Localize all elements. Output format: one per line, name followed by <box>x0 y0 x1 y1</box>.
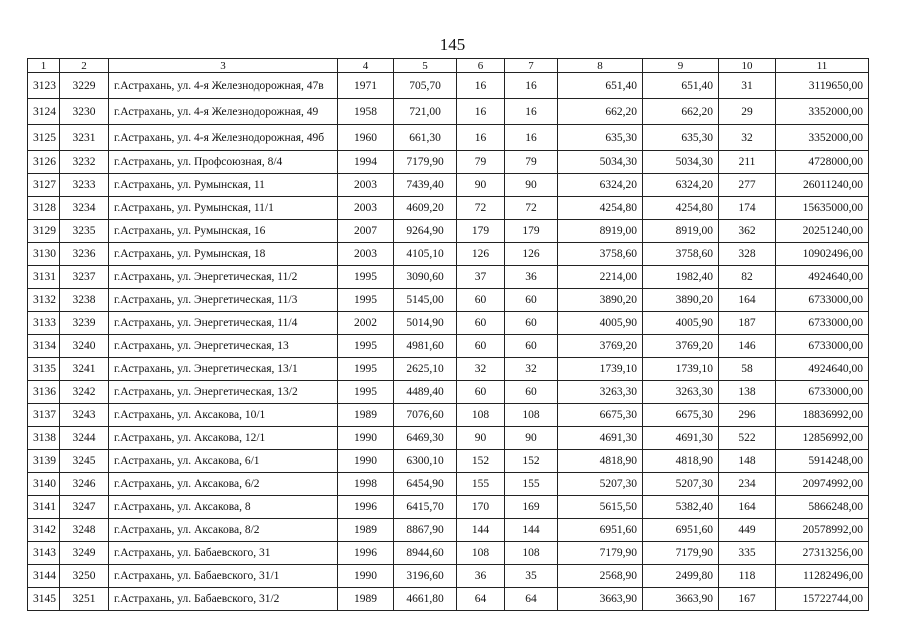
total-area-cell: 4105,10 <box>394 243 457 266</box>
apartments-count-cell: 16 <box>457 73 505 99</box>
residents-count-cell: 31 <box>719 73 776 99</box>
record-id-cell: 3247 <box>60 496 109 519</box>
row-number-cell: 3140 <box>28 473 60 496</box>
living-area-cell: 4818,90 <box>558 450 643 473</box>
table-row <box>28 174 869 197</box>
build-year-cell: 1998 <box>338 473 394 496</box>
total-area-cell: 2625,10 <box>394 358 457 381</box>
residents-count-cell: 138 <box>719 381 776 404</box>
apartments-count-cell: 90 <box>457 427 505 450</box>
build-year-cell: 2002 <box>338 312 394 335</box>
total-area-cell: 3196,60 <box>394 565 457 588</box>
table-row <box>28 197 869 220</box>
amount-cell: 3119650,00 <box>776 73 869 99</box>
residents-count-cell: 277 <box>719 174 776 197</box>
address-cell: г.Астрахань, ул. Аксакова, 6/2 <box>109 473 338 496</box>
living-area-cell: 3263,30 <box>558 381 643 404</box>
table-row <box>28 427 869 450</box>
amount-cell: 15635000,00 <box>776 197 869 220</box>
living-area-cell: 635,30 <box>558 125 643 151</box>
row-number-cell: 3126 <box>28 151 60 174</box>
build-year-cell: 2007 <box>338 220 394 243</box>
living-area-cell: 3758,60 <box>558 243 643 266</box>
total-area-cell: 7179,90 <box>394 151 457 174</box>
residents-count-cell: 146 <box>719 335 776 358</box>
living-area-cell: 8919,00 <box>558 220 643 243</box>
living-area-cell: 4691,30 <box>558 427 643 450</box>
row-number-cell: 3128 <box>28 197 60 220</box>
residents-count-cell: 29 <box>719 99 776 125</box>
total-area-cell: 6469,30 <box>394 427 457 450</box>
apartments-count-cell: 72 <box>457 197 505 220</box>
living-area-cell: 7179,90 <box>558 542 643 565</box>
amount-cell: 12856992,00 <box>776 427 869 450</box>
amount-cell: 18836992,00 <box>776 404 869 427</box>
total-area-cell: 8944,60 <box>394 542 457 565</box>
row-number-cell: 3130 <box>28 243 60 266</box>
address-cell: г.Астрахань, ул. Бабаевского, 31/2 <box>109 588 338 611</box>
build-year-cell: 1995 <box>338 335 394 358</box>
apartments-count-cell: 126 <box>457 243 505 266</box>
amount-cell: 4924640,00 <box>776 266 869 289</box>
amount-cell: 10902496,00 <box>776 243 869 266</box>
living-area-private-cell: 3263,30 <box>643 381 719 404</box>
total-area-cell: 661,30 <box>394 125 457 151</box>
build-year-cell: 1990 <box>338 450 394 473</box>
record-id-cell: 3237 <box>60 266 109 289</box>
record-id-cell: 3233 <box>60 174 109 197</box>
record-id-cell: 3251 <box>60 588 109 611</box>
living-area-private-cell: 4691,30 <box>643 427 719 450</box>
table-row <box>28 381 869 404</box>
table-row <box>28 542 869 565</box>
table-row <box>28 151 869 174</box>
address-cell: г.Астрахань, ул. Энергетическая, 11/4 <box>109 312 338 335</box>
apartments-occupied-cell: 179 <box>505 220 558 243</box>
record-id-cell: 3249 <box>60 542 109 565</box>
table-row <box>28 243 869 266</box>
apartments-occupied-cell: 79 <box>505 151 558 174</box>
page-number: 145 <box>439 35 466 54</box>
total-area-cell: 7076,60 <box>394 404 457 427</box>
address-cell: г.Астрахань, ул. Румынская, 16 <box>109 220 338 243</box>
apartments-occupied-cell: 144 <box>505 519 558 542</box>
living-area-cell: 4005,90 <box>558 312 643 335</box>
living-area-cell: 5615,50 <box>558 496 643 519</box>
column-header: 7 <box>505 59 558 73</box>
apartments-occupied-cell: 60 <box>505 335 558 358</box>
address-cell: г.Астрахань, ул. Аксакова, 6/1 <box>109 450 338 473</box>
residents-count-cell: 174 <box>719 197 776 220</box>
build-year-cell: 1996 <box>338 496 394 519</box>
row-number-cell: 3127 <box>28 174 60 197</box>
address-cell: г.Астрахань, ул. Аксакова, 8/2 <box>109 519 338 542</box>
total-area-cell: 6454,90 <box>394 473 457 496</box>
amount-cell: 5866248,00 <box>776 496 869 519</box>
record-id-cell: 3231 <box>60 125 109 151</box>
total-area-cell: 9264,90 <box>394 220 457 243</box>
apartments-count-cell: 16 <box>457 99 505 125</box>
living-area-cell: 1739,10 <box>558 358 643 381</box>
table-row <box>28 125 869 151</box>
living-area-private-cell: 4254,80 <box>643 197 719 220</box>
residents-count-cell: 118 <box>719 565 776 588</box>
residents-count-cell: 296 <box>719 404 776 427</box>
record-id-cell: 3246 <box>60 473 109 496</box>
row-number-cell: 3132 <box>28 289 60 312</box>
address-cell: г.Астрахань, ул. Профсоюзная, 8/4 <box>109 151 338 174</box>
table-row <box>28 358 869 381</box>
total-area-cell: 721,00 <box>394 99 457 125</box>
build-year-cell: 1990 <box>338 565 394 588</box>
residents-count-cell: 449 <box>719 519 776 542</box>
total-area-cell: 6300,10 <box>394 450 457 473</box>
living-area-cell: 2568,90 <box>558 565 643 588</box>
table-row <box>28 496 869 519</box>
residents-count-cell: 82 <box>719 266 776 289</box>
column-header: 9 <box>643 59 719 73</box>
living-area-private-cell: 6951,60 <box>643 519 719 542</box>
living-area-private-cell: 635,30 <box>643 125 719 151</box>
row-number-cell: 3136 <box>28 381 60 404</box>
address-cell: г.Астрахань, ул. Аксакова, 8 <box>109 496 338 519</box>
record-id-cell: 3235 <box>60 220 109 243</box>
total-area-cell: 6415,70 <box>394 496 457 519</box>
living-area-private-cell: 1739,10 <box>643 358 719 381</box>
apartments-count-cell: 36 <box>457 565 505 588</box>
apartments-occupied-cell: 64 <box>505 588 558 611</box>
residents-count-cell: 362 <box>719 220 776 243</box>
amount-cell: 4924640,00 <box>776 358 869 381</box>
total-area-cell: 7439,40 <box>394 174 457 197</box>
residents-count-cell: 164 <box>719 496 776 519</box>
column-header: 3 <box>109 59 338 73</box>
record-id-cell: 3241 <box>60 358 109 381</box>
apartments-count-cell: 16 <box>457 125 505 151</box>
address-cell: г.Астрахань, ул. Энергетическая, 13 <box>109 335 338 358</box>
amount-cell: 27313256,00 <box>776 542 869 565</box>
record-id-cell: 3244 <box>60 427 109 450</box>
residents-count-cell: 234 <box>719 473 776 496</box>
row-number-cell: 3142 <box>28 519 60 542</box>
record-id-cell: 3243 <box>60 404 109 427</box>
record-id-cell: 3236 <box>60 243 109 266</box>
apartments-occupied-cell: 108 <box>505 542 558 565</box>
address-cell: г.Астрахань, ул. Энергетическая, 11/3 <box>109 289 338 312</box>
row-number-cell: 3137 <box>28 404 60 427</box>
living-area-private-cell: 3663,90 <box>643 588 719 611</box>
total-area-cell: 5014,90 <box>394 312 457 335</box>
column-header: 5 <box>394 59 457 73</box>
table-row <box>28 266 869 289</box>
amount-cell: 20578992,00 <box>776 519 869 542</box>
apartments-occupied-cell: 16 <box>505 99 558 125</box>
address-cell: г.Астрахань, ул. Аксакова, 10/1 <box>109 404 338 427</box>
table-row <box>28 450 869 473</box>
table-row <box>28 588 869 611</box>
living-area-private-cell: 651,40 <box>643 73 719 99</box>
table-row <box>28 565 869 588</box>
build-year-cell: 1958 <box>338 99 394 125</box>
apartments-count-cell: 60 <box>457 335 505 358</box>
row-number-cell: 3141 <box>28 496 60 519</box>
row-number-cell: 3131 <box>28 266 60 289</box>
apartments-count-cell: 79 <box>457 151 505 174</box>
row-number-cell: 3138 <box>28 427 60 450</box>
residents-count-cell: 335 <box>719 542 776 565</box>
table-row <box>28 99 869 125</box>
record-id-cell: 3232 <box>60 151 109 174</box>
living-area-cell: 6951,60 <box>558 519 643 542</box>
residents-count-cell: 167 <box>719 588 776 611</box>
column-header: 1 <box>28 59 60 73</box>
living-area-private-cell: 662,20 <box>643 99 719 125</box>
apartments-occupied-cell: 16 <box>505 73 558 99</box>
row-number-cell: 3143 <box>28 542 60 565</box>
record-id-cell: 3239 <box>60 312 109 335</box>
row-number-cell: 3123 <box>28 73 60 99</box>
table-row <box>28 312 869 335</box>
total-area-cell: 4609,20 <box>394 197 457 220</box>
living-area-cell: 3890,20 <box>558 289 643 312</box>
total-area-cell: 3090,60 <box>394 266 457 289</box>
amount-cell: 11282496,00 <box>776 565 869 588</box>
residents-count-cell: 32 <box>719 125 776 151</box>
amount-cell: 20974992,00 <box>776 473 869 496</box>
address-cell: г.Астрахань, ул. Энергетическая, 13/2 <box>109 381 338 404</box>
total-area-cell: 705,70 <box>394 73 457 99</box>
living-area-cell: 651,40 <box>558 73 643 99</box>
build-year-cell: 1989 <box>338 519 394 542</box>
apartments-count-cell: 32 <box>457 358 505 381</box>
living-area-private-cell: 7179,90 <box>643 542 719 565</box>
row-number-cell: 3129 <box>28 220 60 243</box>
living-area-private-cell: 3769,20 <box>643 335 719 358</box>
address-cell: г.Астрахань, ул. Румынская, 18 <box>109 243 338 266</box>
table-row <box>28 220 869 243</box>
living-area-private-cell: 3890,20 <box>643 289 719 312</box>
amount-cell: 6733000,00 <box>776 381 869 404</box>
build-year-cell: 1990 <box>338 427 394 450</box>
living-area-cell: 5034,30 <box>558 151 643 174</box>
apartments-count-cell: 37 <box>457 266 505 289</box>
apartments-occupied-cell: 108 <box>505 404 558 427</box>
row-number-cell: 3145 <box>28 588 60 611</box>
apartments-occupied-cell: 90 <box>505 427 558 450</box>
column-header: 2 <box>60 59 109 73</box>
living-area-private-cell: 8919,00 <box>643 220 719 243</box>
table-row <box>28 73 869 99</box>
build-year-cell: 1989 <box>338 588 394 611</box>
record-id-cell: 3238 <box>60 289 109 312</box>
address-cell: г.Астрахань, ул. Румынская, 11 <box>109 174 338 197</box>
build-year-cell: 1995 <box>338 289 394 312</box>
table-row <box>28 473 869 496</box>
record-id-cell: 3229 <box>60 73 109 99</box>
build-year-cell: 1960 <box>338 125 394 151</box>
record-id-cell: 3250 <box>60 565 109 588</box>
table-row <box>28 519 869 542</box>
amount-cell: 15722744,00 <box>776 588 869 611</box>
amount-cell: 3352000,00 <box>776 125 869 151</box>
table-row <box>28 335 869 358</box>
address-cell: г.Астрахань, ул. 4-я Железнодорожная, 47в <box>109 73 338 99</box>
row-number-cell: 3124 <box>28 99 60 125</box>
residents-count-cell: 328 <box>719 243 776 266</box>
living-area-cell: 662,20 <box>558 99 643 125</box>
amount-cell: 3352000,00 <box>776 99 869 125</box>
apartments-count-cell: 60 <box>457 289 505 312</box>
living-area-private-cell: 6675,30 <box>643 404 719 427</box>
housing-registry-table <box>27 58 869 611</box>
build-year-cell: 2003 <box>338 174 394 197</box>
amount-cell: 6733000,00 <box>776 312 869 335</box>
total-area-cell: 4489,40 <box>394 381 457 404</box>
amount-cell: 4728000,00 <box>776 151 869 174</box>
apartments-occupied-cell: 16 <box>505 125 558 151</box>
build-year-cell: 1989 <box>338 404 394 427</box>
apartments-occupied-cell: 126 <box>505 243 558 266</box>
apartments-count-cell: 170 <box>457 496 505 519</box>
build-year-cell: 1995 <box>338 381 394 404</box>
record-id-cell: 3234 <box>60 197 109 220</box>
build-year-cell: 2003 <box>338 197 394 220</box>
address-cell: г.Астрахань, ул. 4-я Железнодорожная, 49 <box>109 99 338 125</box>
apartments-count-cell: 144 <box>457 519 505 542</box>
record-id-cell: 3242 <box>60 381 109 404</box>
apartments-count-cell: 108 <box>457 542 505 565</box>
record-id-cell: 3240 <box>60 335 109 358</box>
living-area-cell: 6675,30 <box>558 404 643 427</box>
address-cell: г.Астрахань, ул. Энергетическая, 13/1 <box>109 358 338 381</box>
build-year-cell: 1995 <box>338 266 394 289</box>
column-header: 4 <box>338 59 394 73</box>
apartments-occupied-cell: 60 <box>505 381 558 404</box>
living-area-cell: 3769,20 <box>558 335 643 358</box>
amount-cell: 6733000,00 <box>776 335 869 358</box>
living-area-cell: 3663,90 <box>558 588 643 611</box>
living-area-private-cell: 6324,20 <box>643 174 719 197</box>
build-year-cell: 2003 <box>338 243 394 266</box>
apartments-occupied-cell: 36 <box>505 266 558 289</box>
address-cell: г.Астрахань, ул. Аксакова, 12/1 <box>109 427 338 450</box>
living-area-private-cell: 5034,30 <box>643 151 719 174</box>
table-row <box>28 404 869 427</box>
apartments-count-cell: 64 <box>457 588 505 611</box>
build-year-cell: 1995 <box>338 358 394 381</box>
apartments-count-cell: 108 <box>457 404 505 427</box>
total-area-cell: 8867,90 <box>394 519 457 542</box>
column-header: 11 <box>776 59 869 73</box>
address-cell: г.Астрахань, ул. 4-я Железнодорожная, 49б <box>109 125 338 151</box>
living-area-cell: 4254,80 <box>558 197 643 220</box>
header-row <box>28 59 869 73</box>
apartments-occupied-cell: 169 <box>505 496 558 519</box>
row-number-cell: 3139 <box>28 450 60 473</box>
build-year-cell: 1996 <box>338 542 394 565</box>
apartments-occupied-cell: 60 <box>505 289 558 312</box>
apartments-count-cell: 60 <box>457 312 505 335</box>
apartments-occupied-cell: 152 <box>505 450 558 473</box>
apartments-count-cell: 179 <box>457 220 505 243</box>
residents-count-cell: 58 <box>719 358 776 381</box>
residents-count-cell: 211 <box>719 151 776 174</box>
row-number-cell: 3134 <box>28 335 60 358</box>
column-header: 8 <box>558 59 643 73</box>
column-header: 6 <box>457 59 505 73</box>
apartments-count-cell: 90 <box>457 174 505 197</box>
living-area-private-cell: 5207,30 <box>643 473 719 496</box>
row-number-cell: 3133 <box>28 312 60 335</box>
residents-count-cell: 164 <box>719 289 776 312</box>
column-header: 10 <box>719 59 776 73</box>
apartments-occupied-cell: 32 <box>505 358 558 381</box>
living-area-private-cell: 4005,90 <box>643 312 719 335</box>
apartments-count-cell: 155 <box>457 473 505 496</box>
residents-count-cell: 522 <box>719 427 776 450</box>
amount-cell: 26011240,00 <box>776 174 869 197</box>
living-area-cell: 6324,20 <box>558 174 643 197</box>
apartments-occupied-cell: 90 <box>505 174 558 197</box>
living-area-cell: 5207,30 <box>558 473 643 496</box>
record-id-cell: 3230 <box>60 99 109 125</box>
total-area-cell: 5145,00 <box>394 289 457 312</box>
living-area-cell: 2214,00 <box>558 266 643 289</box>
row-number-cell: 3125 <box>28 125 60 151</box>
build-year-cell: 1994 <box>338 151 394 174</box>
build-year-cell: 1971 <box>338 73 394 99</box>
living-area-private-cell: 1982,40 <box>643 266 719 289</box>
apartments-count-cell: 60 <box>457 381 505 404</box>
address-cell: г.Астрахань, ул. Бабаевского, 31/1 <box>109 565 338 588</box>
address-cell: г.Астрахань, ул. Энергетическая, 11/2 <box>109 266 338 289</box>
total-area-cell: 4981,60 <box>394 335 457 358</box>
apartments-occupied-cell: 60 <box>505 312 558 335</box>
record-id-cell: 3245 <box>60 450 109 473</box>
total-area-cell: 4661,80 <box>394 588 457 611</box>
apartments-count-cell: 152 <box>457 450 505 473</box>
living-area-private-cell: 3758,60 <box>643 243 719 266</box>
apartments-occupied-cell: 35 <box>505 565 558 588</box>
row-number-cell: 3144 <box>28 565 60 588</box>
living-area-private-cell: 2499,80 <box>643 565 719 588</box>
living-area-private-cell: 5382,40 <box>643 496 719 519</box>
amount-cell: 5914248,00 <box>776 450 869 473</box>
amount-cell: 20251240,00 <box>776 220 869 243</box>
living-area-private-cell: 4818,90 <box>643 450 719 473</box>
table-row <box>28 289 869 312</box>
address-cell: г.Астрахань, ул. Бабаевского, 31 <box>109 542 338 565</box>
residents-count-cell: 148 <box>719 450 776 473</box>
address-cell: г.Астрахань, ул. Румынская, 11/1 <box>109 197 338 220</box>
amount-cell: 6733000,00 <box>776 289 869 312</box>
apartments-occupied-cell: 155 <box>505 473 558 496</box>
apartments-occupied-cell: 72 <box>505 197 558 220</box>
residents-count-cell: 187 <box>719 312 776 335</box>
row-number-cell: 3135 <box>28 358 60 381</box>
record-id-cell: 3248 <box>60 519 109 542</box>
